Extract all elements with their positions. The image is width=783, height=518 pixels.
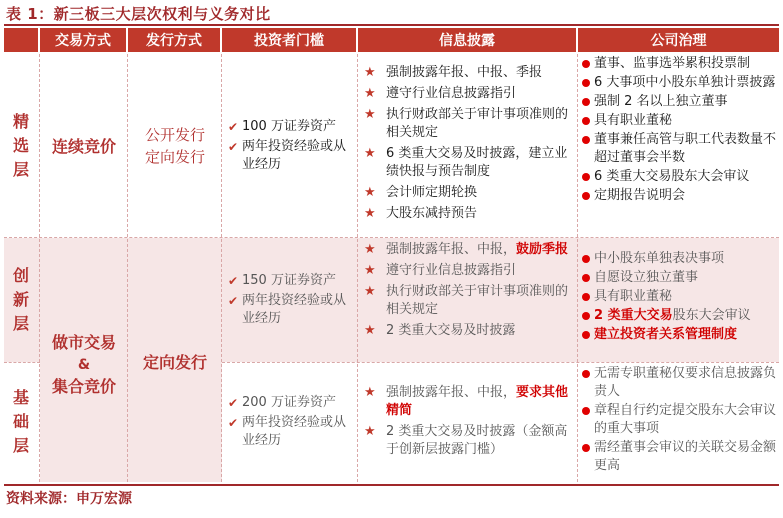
bullet-icon xyxy=(582,407,590,415)
list-item: ★ 遵守行业信息披露指引 xyxy=(364,86,517,101)
list-item: ★ 执行财政部关于审计事项准则的相关规定 xyxy=(364,107,569,140)
bullet-icon xyxy=(582,98,590,106)
list-item: 建立投资者关系管理制度 xyxy=(582,326,777,344)
col-separator xyxy=(39,54,40,482)
bullet-icon xyxy=(582,192,590,200)
star-icon: ★ xyxy=(364,263,376,278)
list-item: 董事、监事选举累积投票制 xyxy=(582,55,777,73)
star-icon: ★ xyxy=(364,185,376,200)
check-icon: ✔ xyxy=(228,140,239,154)
list-item: ✔ 200 万证券资产 xyxy=(228,395,336,410)
bullet-icon xyxy=(582,60,590,68)
list-item: ★ 会计师定期轮换 xyxy=(364,185,478,200)
list-item: ★ 强制披露年报、中报、季报 xyxy=(364,65,543,80)
innovation-investor-list xyxy=(228,272,354,330)
bullet-icon xyxy=(582,274,590,282)
bottom-rule xyxy=(4,484,779,486)
list-item: 强制 2 名以上独立董事 xyxy=(582,93,777,111)
header-governance: 公司治理 xyxy=(578,28,779,52)
select-investor-list xyxy=(228,118,354,176)
star-icon: ★ xyxy=(364,206,376,221)
innovation-disclosure-list xyxy=(364,241,574,343)
tier-label-basic: 基 础 层 xyxy=(12,388,29,455)
bullet-icon xyxy=(582,331,590,339)
bullet-icon xyxy=(582,79,590,87)
col-separator xyxy=(357,54,358,482)
header-trading-method: 交易方式 xyxy=(40,28,126,52)
select-disclosure-list xyxy=(364,64,574,226)
list-item: ★ 2 类重大交易及时披露（金额高于创新层披露门槛） xyxy=(364,424,568,457)
star-icon: ★ xyxy=(364,242,376,257)
list-item: 无需专职董秘仅要求信息披露负责人 xyxy=(582,365,777,401)
check-icon: ✔ xyxy=(228,120,239,134)
list-item: ★ 遵守行业信息披露指引 xyxy=(364,263,517,278)
bullet-icon xyxy=(582,255,590,263)
star-icon: ★ xyxy=(364,424,376,439)
row-separator xyxy=(4,237,779,238)
header-investor-threshold: 投资者门槛 xyxy=(222,28,356,52)
basic-disclosure-list xyxy=(364,384,574,462)
header-blank xyxy=(4,28,38,52)
star-icon: ★ xyxy=(364,65,376,80)
list-item: ✔ 150 万证券资产 xyxy=(228,273,336,288)
check-icon: ✔ xyxy=(228,274,239,288)
list-item: ★ 6 类重大交易及时披露，建立业绩快报与预告制度 xyxy=(364,146,568,179)
header-issuance-method: 发行方式 xyxy=(128,28,220,52)
innovation-governance-list xyxy=(582,250,777,345)
list-item: 中小股东单独表决事项 xyxy=(582,250,777,268)
select-governance-list xyxy=(582,55,777,206)
star-icon: ★ xyxy=(364,107,376,122)
source-note: 资料来源：申万宏源 xyxy=(6,491,132,507)
list-item: ✔ 100 万证券资产 xyxy=(228,119,336,134)
list-item: ★ 2 类重大交易及时披露 xyxy=(364,323,516,338)
list-item: ★ 强制披露年报、中报，鼓励季报 xyxy=(364,242,569,257)
list-item: 2 类重大交易股东大会审议 xyxy=(582,307,777,325)
tier-label-innovation: 创 新 层 xyxy=(12,266,29,333)
list-item: ✔ 两年投资经验或从业经历 xyxy=(228,139,347,172)
shared-issuance-method: 定向发行 xyxy=(142,353,207,372)
list-item: ✔ 两年投资经验或从业经历 xyxy=(228,293,347,326)
bullet-icon xyxy=(582,312,590,320)
list-item: 具有职业董秘 xyxy=(582,112,777,130)
list-item: 自愿设立独立董事 xyxy=(582,269,777,287)
table-title: 表 1：新三板三大层次权利与义务对比 xyxy=(6,5,271,23)
list-item: ★ 强制披露年报、中报，要求其他精简 xyxy=(364,385,569,418)
star-icon: ★ xyxy=(364,146,376,161)
list-item: 章程自行约定提交股东大会审议的重大事项 xyxy=(582,402,777,438)
basic-investor-list xyxy=(228,394,354,452)
shared-trading-method: 做市交易 & 集合竞价 xyxy=(51,333,116,396)
star-icon: ★ xyxy=(364,284,376,299)
basic-governance-list xyxy=(582,365,777,476)
list-item: ✔ 两年投资经验或从业经历 xyxy=(228,415,347,448)
col-separator xyxy=(127,54,128,482)
star-icon: ★ xyxy=(364,86,376,101)
header-disclosure: 信息披露 xyxy=(358,28,576,52)
star-icon: ★ xyxy=(364,323,376,338)
list-item: 具有职业董秘 xyxy=(582,288,777,306)
bullet-icon xyxy=(582,136,590,144)
check-icon: ✔ xyxy=(228,294,239,308)
bullet-icon xyxy=(582,293,590,301)
list-item: 董事兼任高管与职工代表数量不超过董事会半数 xyxy=(582,131,777,167)
top-rule xyxy=(4,24,779,26)
list-item: ★ 执行财政部关于审计事项准则的相关规定 xyxy=(364,284,569,317)
col-separator xyxy=(577,54,578,482)
check-icon: ✔ xyxy=(228,396,239,410)
col-separator xyxy=(221,54,222,482)
bullet-icon xyxy=(582,117,590,125)
bullet-icon xyxy=(582,444,590,452)
list-item: 6 类重大交易股东大会审议 xyxy=(582,168,777,186)
check-icon: ✔ xyxy=(228,416,239,430)
list-item: 6 大事项中小股东单独计票披露 xyxy=(582,74,777,92)
list-item: 需经董事会审议的关联交易金额更高 xyxy=(582,439,777,475)
list-item: ★ 大股东减持预告 xyxy=(364,206,478,221)
row-separator xyxy=(222,362,779,363)
bullet-icon xyxy=(582,370,590,378)
star-icon: ★ xyxy=(364,385,376,400)
tier-label-select: 精 选 层 xyxy=(12,111,29,179)
select-trading-method: 连续竞价 xyxy=(51,137,116,156)
list-item: 定期报告说明会 xyxy=(582,187,777,205)
bullet-icon xyxy=(582,173,590,181)
select-issuance-method: 公开发行 定向发行 xyxy=(144,126,205,166)
